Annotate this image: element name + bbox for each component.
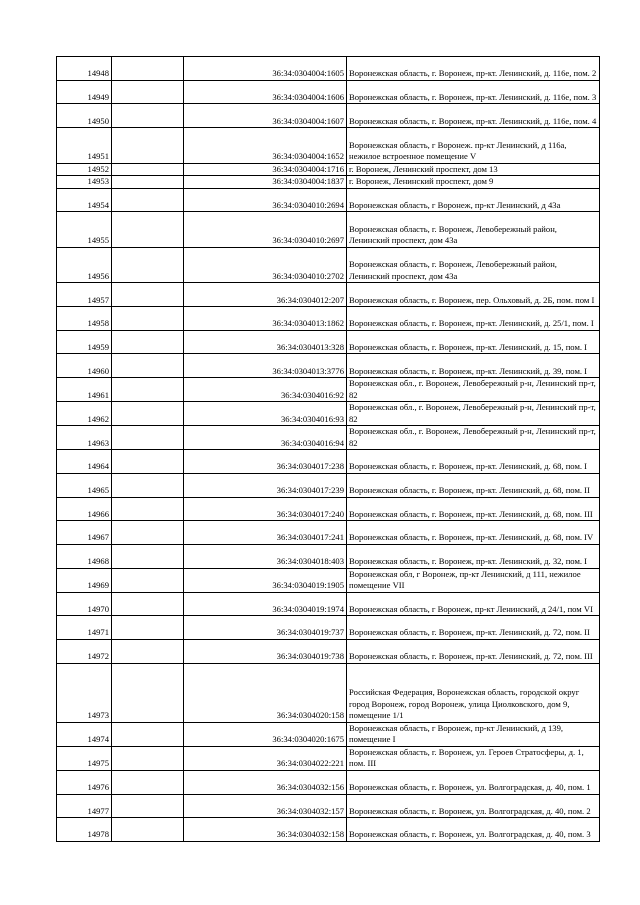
cadastral-number-cell: 36:34:0304016:94 (184, 426, 347, 450)
cadastral-number-cell: 36:34:0304012:207 (184, 283, 347, 307)
table-row (57, 794, 600, 818)
table-row (57, 616, 600, 640)
cadastral-number-cell: 36:34:0304004:1716 (184, 163, 347, 176)
cadastral-number-cell: 36:34:0304020:1675 (184, 722, 347, 746)
empty-cell (112, 128, 184, 164)
cadastral-number-cell: 36:34:0304010:2702 (184, 247, 347, 283)
row-number-cell: 14969 (57, 568, 112, 592)
empty-cell (112, 330, 184, 354)
cadastral-number-cell: 36:34:0304032:156 (184, 770, 347, 794)
table-row (57, 521, 600, 545)
table-row (57, 212, 600, 248)
empty-cell (112, 521, 184, 545)
row-number-cell: 14964 (57, 450, 112, 474)
address-cell: Воронежская область, г. Воронеж, пр-кт. Ленинский, д. 116е, пом. 4 (347, 104, 600, 128)
table-row (57, 770, 600, 794)
row-number-cell: 14957 (57, 283, 112, 307)
empty-cell (112, 354, 184, 378)
table-row (57, 568, 600, 592)
table-row (57, 330, 600, 354)
document-page (56, 56, 597, 842)
address-cell: г. Воронеж, Ленинский проспект, дом 9 (347, 176, 600, 189)
cadastral-number-cell: 36:34:0304017:241 (184, 521, 347, 545)
row-number-cell: 14961 (57, 378, 112, 402)
table-row (57, 663, 600, 722)
cadastral-number-cell: 36:34:0304010:2697 (184, 212, 347, 248)
row-number-cell: 14975 (57, 746, 112, 770)
table-row (57, 378, 600, 402)
table-row (57, 544, 600, 568)
table-row (57, 163, 600, 176)
row-number-cell: 14971 (57, 616, 112, 640)
cadastral-number-cell: 36:34:0304017:239 (184, 473, 347, 497)
empty-cell (112, 188, 184, 212)
cadastral-number-cell: 36:34:0304013:328 (184, 330, 347, 354)
empty-cell (112, 770, 184, 794)
cadastral-number-cell: 36:34:0304013:1862 (184, 307, 347, 331)
empty-cell (112, 163, 184, 176)
empty-cell (112, 722, 184, 746)
table-row (57, 176, 600, 189)
row-number-cell: 14978 (57, 818, 112, 842)
empty-cell (112, 663, 184, 722)
cadastral-number-cell: 36:34:0304017:240 (184, 497, 347, 521)
address-cell: г. Воронеж, Ленинский проспект, дом 13 (347, 163, 600, 176)
table-row (57, 426, 600, 450)
cadastral-number-cell: 36:34:0304004:1605 (184, 57, 347, 81)
table-row (57, 247, 600, 283)
address-cell: Воронежская область, г. Воронеж, пр-кт. Ленинский, д. 72, пом. III (347, 639, 600, 663)
empty-cell (112, 818, 184, 842)
empty-cell (112, 247, 184, 283)
table-row (57, 128, 600, 164)
row-number-cell: 14977 (57, 794, 112, 818)
address-cell: Воронежская обл, г Воронеж, пр-кт Ленинский, д 111, нежилое помещение VII (347, 568, 600, 592)
row-number-cell: 14954 (57, 188, 112, 212)
row-number-cell: 14965 (57, 473, 112, 497)
address-cell: Воронежская область, г. Воронеж, пр-кт. Ленинский, д. 72, пом. II (347, 616, 600, 640)
table-row (57, 354, 600, 378)
table-row (57, 722, 600, 746)
row-number-cell: 14959 (57, 330, 112, 354)
address-cell: Воронежская область, г. Воронеж, пр-кт. Ленинский, д. 68, пом. IV (347, 521, 600, 545)
row-number-cell: 14976 (57, 770, 112, 794)
address-cell: Воронежская область, г. Воронеж, ул. Волгоградская, д. 40, пом. 3 (347, 818, 600, 842)
empty-cell (112, 794, 184, 818)
cadastral-number-cell: 36:34:0304032:158 (184, 818, 347, 842)
address-cell: Воронежская область, г Воронеж. пр-кт Ленинский, д 116а, нежилое встроенное помещение V (347, 128, 600, 164)
table-row (57, 283, 600, 307)
row-number-cell: 14968 (57, 544, 112, 568)
registry-table (56, 56, 600, 842)
cadastral-number-cell: 36:34:0304019:738 (184, 639, 347, 663)
cadastral-number-cell: 36:34:0304016:93 (184, 402, 347, 426)
address-cell: Воронежская область, г. Воронеж, Левобережный район, Ленинский проспект, дом 43а (347, 247, 600, 283)
address-cell: Воронежская обл., г. Воронеж, Левобережный р-н, Ленинский пр-т, 82 (347, 402, 600, 426)
address-cell: Воронежская область, г. Воронеж, ул. Героев Стратосферы, д. 1, пом. III (347, 746, 600, 770)
cadastral-number-cell: 36:34:0304019:737 (184, 616, 347, 640)
empty-cell (112, 378, 184, 402)
row-number-cell: 14962 (57, 402, 112, 426)
table-row (57, 104, 600, 128)
address-cell: Воронежская область, г. Воронеж, пр-кт. Ленинский, д. 68, пом. I (347, 450, 600, 474)
address-cell: Воронежская обл., г. Воронеж, Левобережный р-н, Ленинский пр-т, 82 (347, 378, 600, 402)
address-cell: Воронежская область, г. Воронеж, пр-кт. Ленинский, д. 116е, пом. 3 (347, 80, 600, 104)
row-number-cell: 14949 (57, 80, 112, 104)
empty-cell (112, 592, 184, 616)
empty-cell (112, 568, 184, 592)
cadastral-number-cell: 36:34:0304019:1974 (184, 592, 347, 616)
address-cell: Воронежская область, г Воронеж, пр-кт Ленинский, д 24/1, пом VI (347, 592, 600, 616)
cadastral-number-cell: 36:34:0304019:1905 (184, 568, 347, 592)
cadastral-number-cell: 36:34:0304004:1652 (184, 128, 347, 164)
row-number-cell: 14973 (57, 663, 112, 722)
address-cell: Воронежская область, г. Воронеж, пр-кт. Ленинский, д. 68, пом. II (347, 473, 600, 497)
address-cell: Воронежская область, г. Воронеж, пр-кт. Ленинский, д. 39, пом. I (347, 354, 600, 378)
row-number-cell: 14972 (57, 639, 112, 663)
empty-cell (112, 497, 184, 521)
row-number-cell: 14958 (57, 307, 112, 331)
table-row (57, 57, 600, 81)
row-number-cell: 14950 (57, 104, 112, 128)
address-cell: Воронежская область, г. Воронеж, Левобережный район, Ленинский проспект, дом 43а (347, 212, 600, 248)
cadastral-number-cell: 36:34:0304013:3776 (184, 354, 347, 378)
cadastral-number-cell: 36:34:0304010:2694 (184, 188, 347, 212)
address-cell: Воронежская область, г. Воронеж, пр-кт. Ленинский, д. 68, пом. III (347, 497, 600, 521)
table-row (57, 450, 600, 474)
empty-cell (112, 80, 184, 104)
cadastral-number-cell: 36:34:0304020:158 (184, 663, 347, 722)
cadastral-number-cell: 36:34:0304018:403 (184, 544, 347, 568)
row-number-cell: 14956 (57, 247, 112, 283)
address-cell: Российская Федерация, Воронежская область, городской округ город Воронеж, город Воронеж, улица Циолковского, дом 9, помещение 1/1 (347, 663, 600, 722)
cadastral-number-cell: 36:34:0304022:221 (184, 746, 347, 770)
table-row (57, 639, 600, 663)
empty-cell (112, 473, 184, 497)
cadastral-number-cell: 36:34:0304032:157 (184, 794, 347, 818)
cadastral-number-cell: 36:34:0304004:1837 (184, 176, 347, 189)
empty-cell (112, 176, 184, 189)
table-row (57, 80, 600, 104)
cadastral-number-cell: 36:34:0304017:238 (184, 450, 347, 474)
cadastral-number-cell: 36:34:0304004:1606 (184, 80, 347, 104)
empty-cell (112, 57, 184, 81)
empty-cell (112, 426, 184, 450)
row-number-cell: 14951 (57, 128, 112, 164)
table-row (57, 497, 600, 521)
address-cell: Воронежская обл., г. Воронеж, Левобережный р-н, Ленинский пр-т, 82 (347, 426, 600, 450)
table-row (57, 818, 600, 842)
row-number-cell: 14953 (57, 176, 112, 189)
address-cell: Воронежская область, г. Воронеж, пр-кт. Ленинский, д. 32, пом. I (347, 544, 600, 568)
empty-cell (112, 283, 184, 307)
row-number-cell: 14960 (57, 354, 112, 378)
empty-cell (112, 450, 184, 474)
empty-cell (112, 544, 184, 568)
cadastral-number-cell: 36:34:0304004:1607 (184, 104, 347, 128)
empty-cell (112, 746, 184, 770)
row-number-cell: 14974 (57, 722, 112, 746)
table-row (57, 188, 600, 212)
empty-cell (112, 212, 184, 248)
row-number-cell: 14948 (57, 57, 112, 81)
address-cell: Воронежская область, г. Воронеж, ул. Волгоградская, д. 40, пом. 2 (347, 794, 600, 818)
row-number-cell: 14970 (57, 592, 112, 616)
address-cell: Воронежская область, г. Воронеж, пр-кт. Ленинский, д. 116е, пом. 2 (347, 57, 600, 81)
table-row (57, 746, 600, 770)
table-row (57, 307, 600, 331)
address-cell: Воронежская область, г. Воронеж, пер. Ольховый, д. 2Б, пом. пом I (347, 283, 600, 307)
table-row (57, 402, 600, 426)
row-number-cell: 14952 (57, 163, 112, 176)
address-cell: Воронежская область, г. Воронеж, пр-кт. Ленинский, д. 15, пом. I (347, 330, 600, 354)
address-cell: Воронежская область, г Воронеж, пр-кт Ленинский, д 43а (347, 188, 600, 212)
table-row (57, 592, 600, 616)
empty-cell (112, 616, 184, 640)
row-number-cell: 14955 (57, 212, 112, 248)
address-cell: Воронежская область, г. Воронеж, ул. Волгоградская, д. 40, пом. 1 (347, 770, 600, 794)
registry-table-body (57, 57, 600, 842)
empty-cell (112, 639, 184, 663)
row-number-cell: 14967 (57, 521, 112, 545)
cadastral-number-cell: 36:34:0304016:92 (184, 378, 347, 402)
empty-cell (112, 104, 184, 128)
table-row (57, 473, 600, 497)
row-number-cell: 14966 (57, 497, 112, 521)
empty-cell (112, 402, 184, 426)
empty-cell (112, 307, 184, 331)
row-number-cell: 14963 (57, 426, 112, 450)
address-cell: Воронежская область, г Воронеж, пр-кт Ленинский, д 139, помещение I (347, 722, 600, 746)
address-cell: Воронежская область, г. Воронеж, пр-кт. Ленинский, д. 25/1, пом. I (347, 307, 600, 331)
